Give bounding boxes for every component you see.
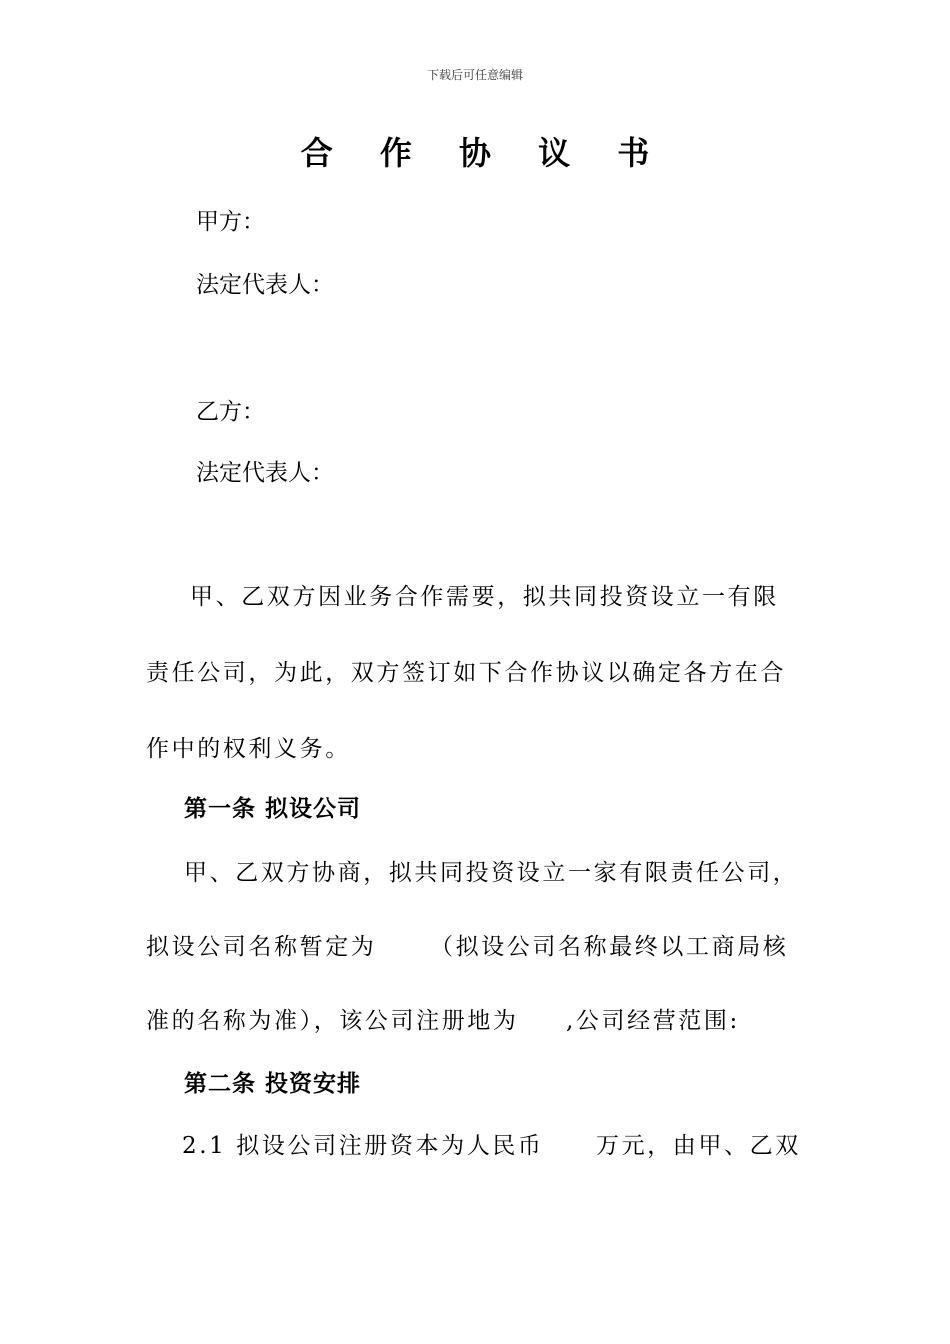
intro-line-3: 作中的权利义务。 [146, 736, 351, 762]
article-1-heading: 第一条 拟设公司 [184, 795, 362, 822]
document-title: 合 作 协 议 书 [300, 134, 668, 172]
article-1-line-2-end: （拟设公司名称最终以工商局核 [430, 934, 789, 960]
article-1-line-3-end: ,公司经营范围: [566, 1008, 740, 1034]
party-a-label: 甲方： [196, 209, 265, 235]
article-1-line-1: 甲、乙双方协商，拟共同投资设立一家有限责任公司， [184, 860, 799, 886]
article-2-heading: 第二条 投资安排 [184, 1070, 362, 1097]
page-header: 下载后可任意编辑 [426, 68, 523, 82]
party-b-label: 乙方： [196, 399, 265, 425]
intro-line-2: 责任公司，为此，双方签订如下合作协议以确定各方在合 [146, 660, 786, 686]
party-b-representative-label: 法定代表人： [196, 460, 334, 486]
intro-line-1: 甲、乙双方因业务合作需要，拟共同投资设立一有限 [190, 584, 779, 610]
article-2-line-1-start: 2.1 拟设公司注册资本为人民币 [182, 1133, 544, 1159]
party-a-representative-label: 法定代表人： [196, 272, 334, 298]
article-1-line-3-start: 准的名称为准），该公司注册地为 [146, 1008, 519, 1034]
article-2-line-1-end: 万元，由甲、乙双 [596, 1133, 801, 1159]
article-1-line-2-start: 拟设公司名称暂定为 [146, 934, 377, 960]
